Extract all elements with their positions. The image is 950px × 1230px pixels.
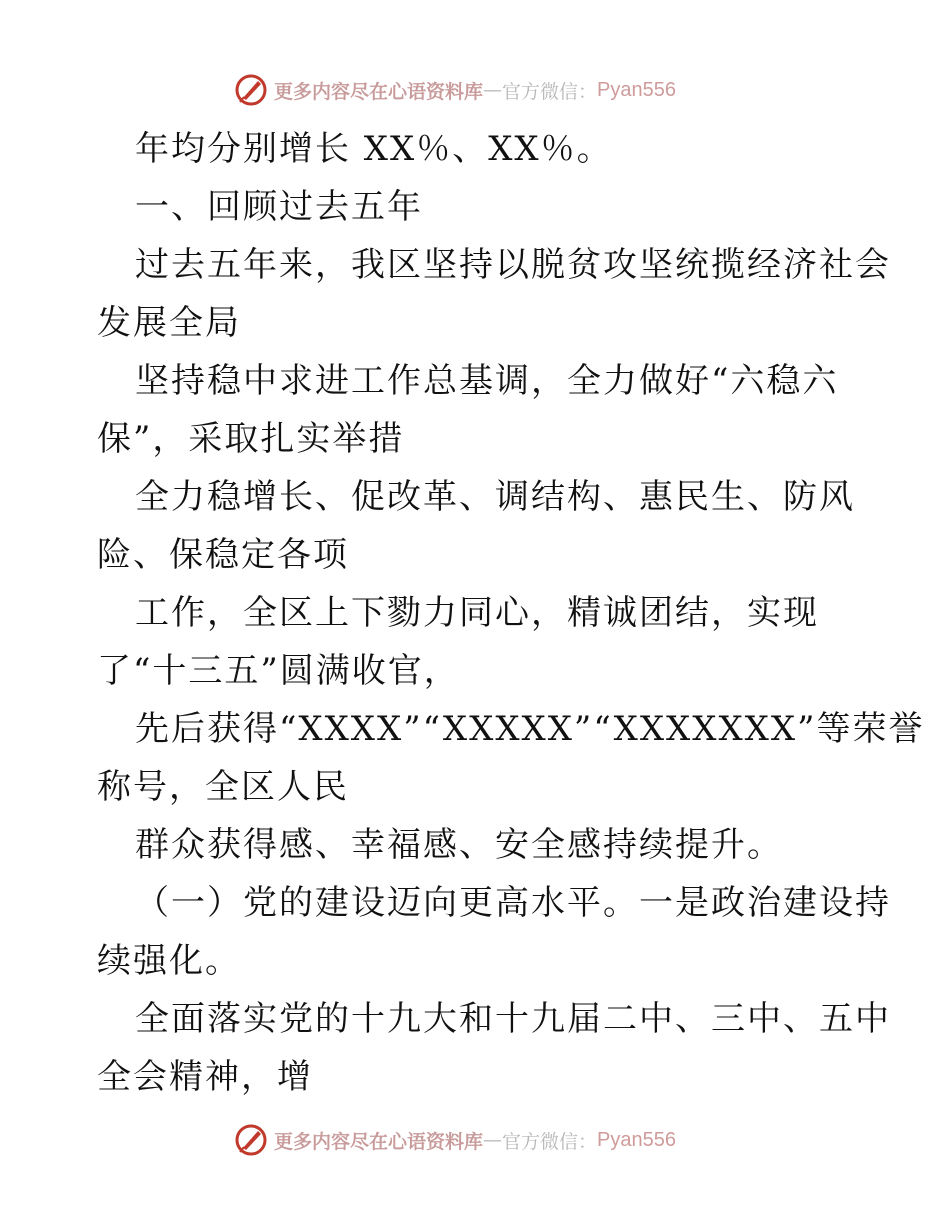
paragraph-line: 过去五年来，我区坚持以脱贫攻坚统揽经济社会 (135, 245, 891, 285)
watermark-dash: — (483, 1129, 503, 1151)
watermark-sub-text: 官方微信： (502, 1130, 598, 1153)
watermark-id: Pyan556 (597, 1128, 676, 1151)
paragraph-line: 群众获得感、幸福感、安全感持续提升。 (135, 825, 783, 865)
watermark-sub-text: 官方微信： (502, 80, 598, 103)
paragraph-line: 续强化。 (97, 941, 241, 981)
paragraph-line: 全力稳增长、促改革、调结构、惠民生、防风 (135, 477, 855, 517)
paragraph-line: 险、保稳定各项 (97, 535, 349, 575)
paragraph-line: 全面落实党的十九大和十九届二中、三中、五中 (135, 999, 891, 1039)
paragraph-line: 先后获得“XXXX”“XXXXX”“XXXXXXX”等荣誉 (135, 709, 925, 749)
paragraph-line: 了“十三五”圆满收官， (97, 651, 460, 691)
quill-pen-logo-icon (234, 73, 268, 107)
paragraph-line: 保”，采取扎实举措 (97, 419, 405, 459)
quill-pen-logo-icon (234, 1123, 268, 1157)
watermark-main-text: 更多内容尽在心语资料库 (274, 1130, 484, 1153)
subsection-heading: （一）党的建设迈向更高水平。一是政治建设持 (135, 883, 891, 923)
paragraph-line: 工作，全区上下勠力同心，精诚团结，实现 (135, 593, 819, 633)
paragraph-line: 发展全局 (97, 303, 241, 343)
section-heading: 一、回顾过去五年 (135, 187, 423, 227)
watermark-main-text: 更多内容尽在心语资料库 (274, 80, 484, 103)
watermark-dash: — (483, 79, 503, 101)
footer-watermark (234, 1122, 676, 1158)
paragraph-line: 称号，全区人民 (97, 767, 349, 807)
watermark-id: Pyan556 (597, 78, 676, 101)
header-watermark (234, 72, 676, 108)
paragraph-line: 坚持稳中求进工作总基调，全力做好“六稳六 (135, 361, 839, 401)
paragraph-line: 全会精神，增 (97, 1057, 313, 1097)
paragraph-line: 年均分别增长 XX％、XX％。 (135, 129, 613, 169)
